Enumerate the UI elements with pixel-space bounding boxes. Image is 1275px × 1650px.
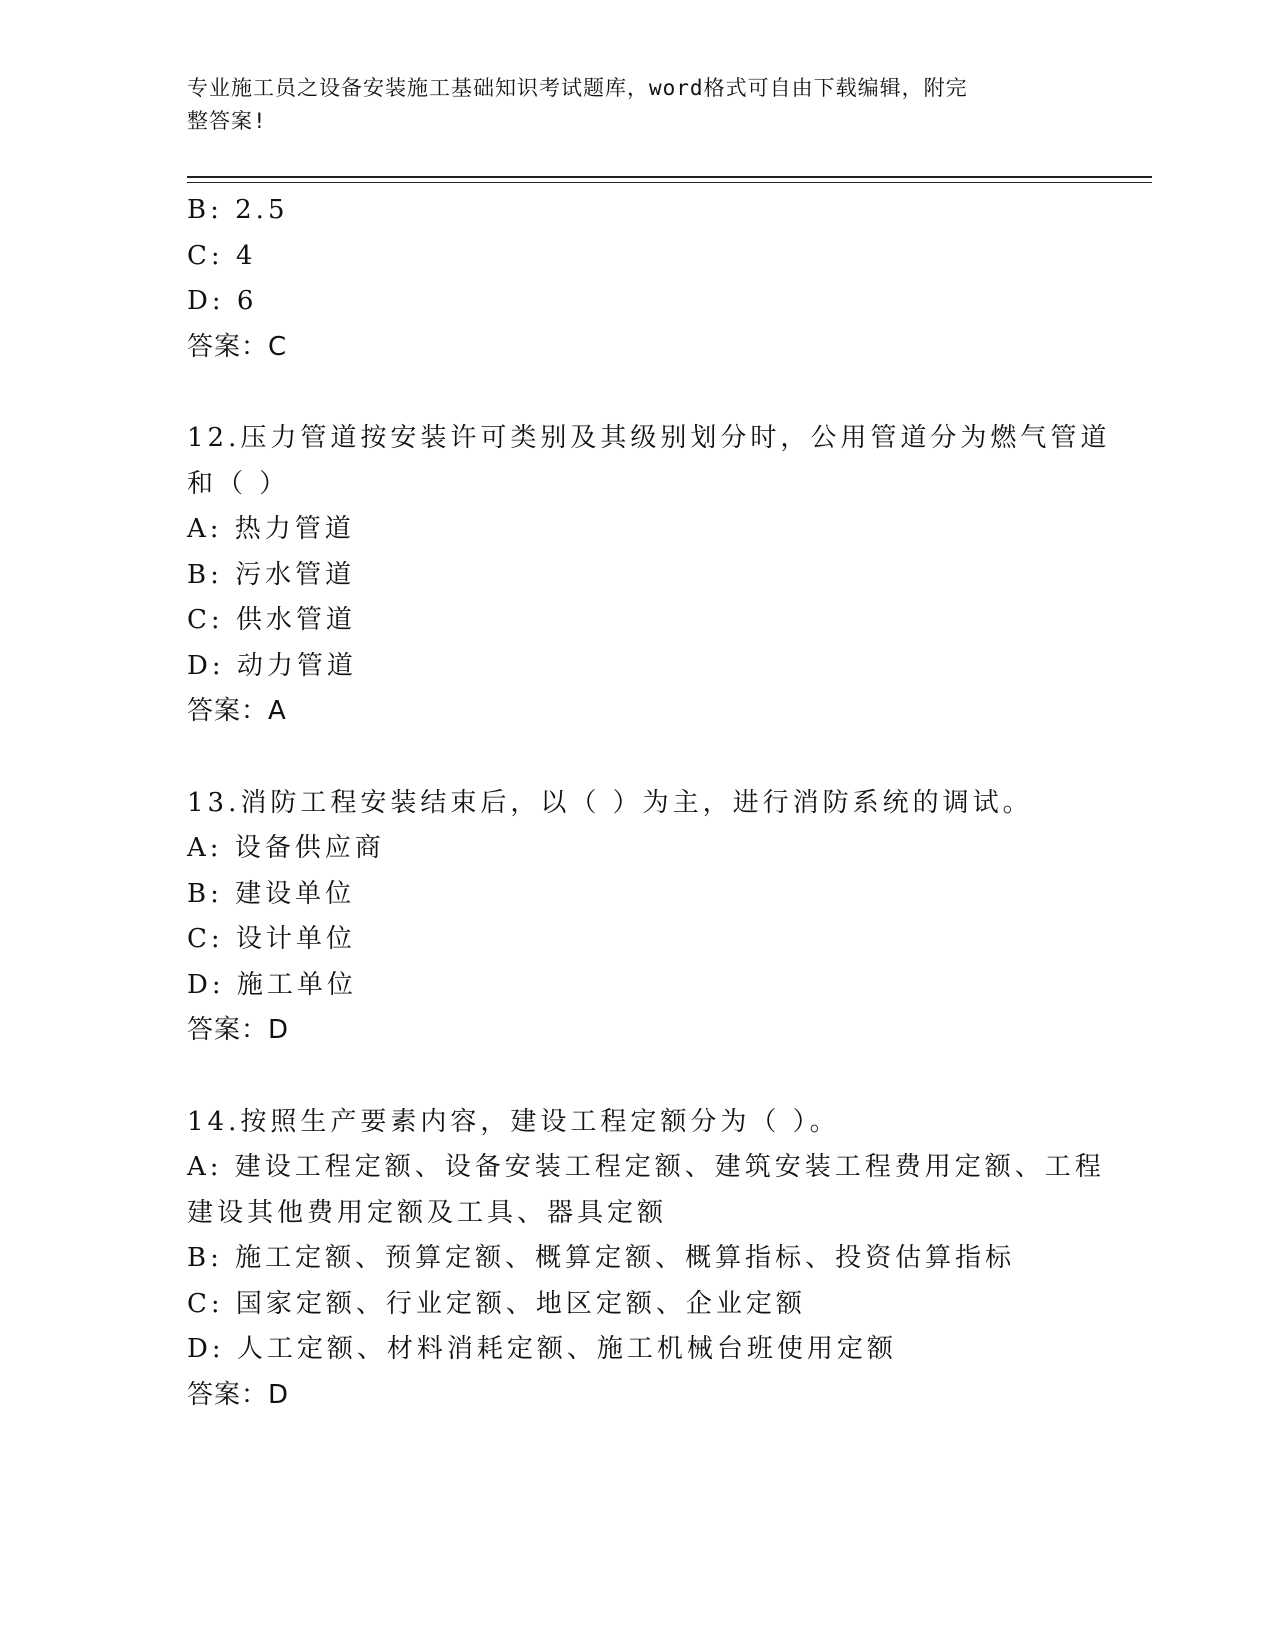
question-stem-cont: 和（ ）: [187, 468, 290, 499]
answer-label: 答案：A: [187, 696, 287, 726]
option-d: D: 施工单位: [187, 969, 357, 1000]
page-header: [187, 72, 1087, 138]
option-b: B: 污水管道: [187, 559, 356, 590]
question-12: [187, 416, 1111, 735]
option-c: C: 供水管道: [187, 605, 356, 635]
option-a: A: 建设工程定额、设备安装工程定额、建筑安装工程费用定额、工程: [187, 1152, 1105, 1182]
option-b: B: 建设单位: [187, 878, 356, 909]
question-14: [187, 1100, 1105, 1419]
question-stem: 13.消防工程安装结束后，以（ ）为主，进行消防系统的调试。: [187, 787, 1033, 818]
question-stem: 12.压力管道按安装许可类别及其级别划分时，公用管道分为燃气管道: [187, 423, 1111, 453]
option-a: A: 设备供应商: [187, 833, 385, 863]
option-d: D: 动力管道: [187, 650, 357, 681]
question-stem: 14.按照生产要素内容，建设工程定额分为（ ）。: [187, 1106, 840, 1137]
header-divider-thick: [187, 176, 1152, 178]
option-a-cont: 建设其他费用定额及工具、器具定额: [187, 1197, 668, 1228]
header-line-2: 整答案!: [187, 109, 267, 133]
question-11-continuation: [187, 188, 1087, 370]
option-c: C: 4: [187, 240, 257, 271]
header-divider-thin: [187, 182, 1152, 183]
option-d: D: 人工定额、材料消耗定额、施工机械台班使用定额: [187, 1334, 897, 1364]
option-b: B: 施工定额、预算定额、概算定额、概算指标、投资估算指标: [187, 1243, 1016, 1273]
option-b: B: 2.5: [187, 195, 289, 225]
answer-label: 答案：D: [187, 1015, 290, 1045]
option-a: A: 热力管道: [187, 514, 355, 544]
header-line-1: 专业施工员之设备安装施工基础知识考试题库，word格式可自由下载编辑，附完: [187, 76, 968, 100]
answer-label: 答案：D: [187, 1379, 290, 1410]
question-13: [187, 781, 1087, 1054]
option-c: C: 国家定额、行业定额、地区定额、企业定额: [187, 1288, 806, 1319]
option-c: C: 设计单位: [187, 924, 356, 954]
question-list: [187, 188, 1111, 1418]
option-d: D: 6: [187, 286, 258, 316]
answer-label: 答案：C: [187, 331, 288, 362]
